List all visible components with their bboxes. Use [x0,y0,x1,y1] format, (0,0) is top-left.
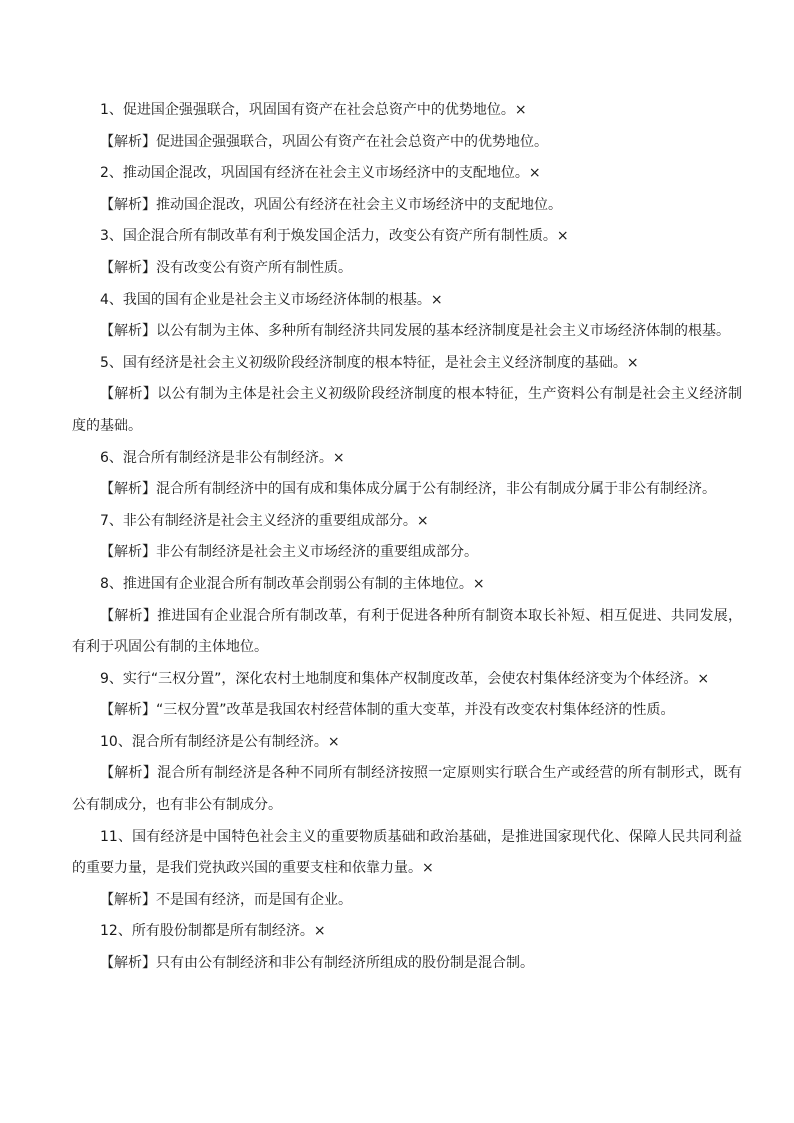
analysis-9: 【解析】“三权分置”改革是我国农村经营体制的重大变革，并没有改变农村集体经济的性质。 [100,702,675,719]
question-7: 7、非公有制经济是社会主义经济的重要组成部分。× [100,512,429,529]
question-9: 9、实行“三权分置”，深化农村土地制度和集体产权制度改革，会使农村集体经济变为个体经济。× [100,670,710,687]
analysis-4: 【解析】以公有制为主体、多种所有制经济共同发展的基本经济制度是社会主义市场经济体制的根基。 [100,323,730,340]
analysis-11: 【解析】不是国有经济，而是国有企业。 [100,891,352,908]
analysis-3: 【解析】没有改变公有资产所有制性质。 [100,259,352,276]
question-11: 11、国有经济是中国特色社会主义的重要物质基础和政治基础，是推进国家现代化、保障人民共同利益的重要力量，是我们党执政兴国的重要支柱和依靠力量。× [72,828,742,877]
question-2: 2、推动国企混改，巩固国有经济在社会主义市场经济中的支配地位。× [100,165,541,182]
analysis-8: 【解析】推进国有企业混合所有制改革，有利于促进各种所有制资本取长补短、相互促进、共同发展，有利于巩固公有制的主体地位。 [72,607,742,656]
analysis-5: 【解析】以公有制为主体是社会主义初级阶段经济制度的根本特征，生产资料公有制是社会主义经济制度的基础。 [72,386,742,434]
question-3: 3、国企混合所有制改革有利于焕发国企活力，改变公有资产所有制性质。× [100,228,569,245]
question-5: 5、国有经济是社会主义初级阶段经济制度的根本特征，是社会主义经济制度的基础。× [100,354,639,371]
question-12: 12、所有股份制都是所有制经济。× [100,923,326,940]
analysis-6: 【解析】混合所有制经济中的国有成和集体成分属于公有制经济，非公有制成分属于非公有制经济。 [100,481,716,498]
analysis-2: 【解析】推动国企混改，巩固公有经济在社会主义市场经济中的支配地位。 [100,196,562,213]
question-6: 6、混合所有制经济是非公有制经济。× [100,449,345,466]
question-4: 4、我国的国有企业是社会主义市场经济体制的根基。× [100,291,443,308]
question-10: 10、混合所有制经济是公有制经济。× [100,733,340,750]
question-1: 1、促进国企强强联合，巩固国有资产在社会总资产中的优势地位。× [100,102,527,118]
question-8: 8、推进国有企业混合所有制改革会削弱公有制的主体地位。× [100,575,485,592]
document-body [72,95,742,980]
analysis-7: 【解析】非公有制经济是社会主义市场经济的重要组成部分。 [100,544,478,561]
analysis-12: 【解析】只有由公有制经济和非公有制经济所组成的股份制是混合制。 [100,955,534,972]
analysis-10: 【解析】混合所有制经济是各种不同所有制经济按照一定原则实行联合生产或经营的所有制形式，既有公有制成分，也有非公有制成分。 [72,765,742,814]
analysis-1: 【解析】促进国企强强联合，巩固公有资产在社会总资产中的优势地位。 [100,133,548,150]
